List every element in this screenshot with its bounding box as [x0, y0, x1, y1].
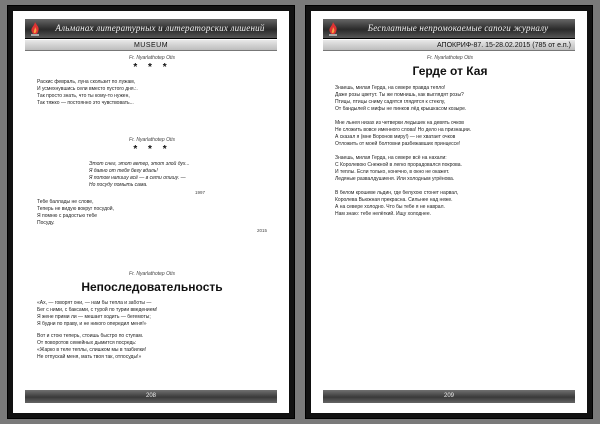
verse-line: И теплы. Если только, конечно, в окно не окажет. — [335, 169, 450, 175]
header-title: Альманах литературных и литераторских лишений — [55, 23, 265, 33]
verse-line: Не отпускай меня, мать твоя так, отпосуды!» — [37, 354, 142, 360]
flame-logo-icon — [327, 21, 339, 37]
page-content — [335, 55, 565, 375]
poem-stanza — [335, 155, 565, 183]
verse-line: Этот снег, этот ветер, этот злой дух... — [89, 161, 190, 167]
section-bar — [25, 40, 277, 51]
header-title: Бесплатные непромокаемые сапоги журналу — [367, 23, 549, 33]
verse-line: Теперь не видую вокруг посудой, — [37, 206, 114, 212]
verse-line: От поворотов семейных дымится посредь: — [37, 340, 137, 346]
flame-logo-icon — [29, 21, 41, 37]
page-number: 209 — [443, 393, 454, 399]
poem-year: 1997 — [194, 190, 205, 195]
poem-author: Fr. Nyarlathotep Otis — [129, 55, 175, 61]
page-header — [25, 19, 277, 39]
verse-line: Так тяжко — постоянно это чувствовать... — [37, 100, 134, 106]
page-footer — [25, 390, 277, 403]
verse-line: Птицы, птицы сниму садятся глядятся к стеклу, — [335, 99, 446, 105]
verse-line: «Жарко в теле теплы, слишком мы в тазбилки! — [37, 347, 147, 353]
poem-author: Fr. Nyarlathotep Otis — [129, 137, 175, 143]
page-content — [37, 55, 267, 375]
verse-line: Не сложить вовсе именного слова! Но дело на признации. — [335, 127, 472, 133]
page-header — [323, 19, 575, 39]
poem-title: Непоследовательность — [81, 280, 223, 294]
verse-line: Ледяные развалдушиеня. Или холодным угрёнова. — [335, 176, 455, 182]
verse-line: «Ах, — говорят они, — нам бы тепла и заботы — — [37, 300, 152, 306]
verse-line: Знаешь, милая Герда, на севере правда тепло! — [335, 85, 446, 91]
verse-line: А сказал я (мне Воронов миру!) — не хватает очков — [335, 134, 456, 140]
section-label: MUSEUM — [133, 42, 169, 49]
poem-stars: * * * — [133, 62, 171, 73]
poem-stanza — [37, 79, 267, 107]
poem-block — [37, 55, 267, 107]
poem-stanza — [37, 300, 267, 328]
poem-stanza — [37, 199, 267, 227]
verse-line: В белом крошеве льдин, где белухою стонет нарвал, — [335, 190, 459, 196]
poem-stanza — [335, 85, 565, 113]
verse-line: Мне льнея низах из четверки ледышек на девять очков — [335, 120, 464, 126]
poem-author: Fr. Nyarlathotep Otis — [129, 271, 175, 277]
verse-line: Я будни по праву, и не никого опередил меня!» — [37, 321, 147, 327]
verse-line: Я помню с радостью тебе — [37, 213, 98, 219]
verse-line: Но посуду помыть сама. — [89, 182, 148, 188]
verse-line: Раскис февраль, луна скользит по лужам, — [37, 79, 136, 85]
poem-author: Fr. Nyarlathotep Otis — [427, 55, 473, 61]
verse-line: Тебе баллады не слове, — [37, 199, 94, 205]
verse-line: Я потом напишу всё — в сети опишу. — — [89, 175, 186, 181]
poem-block — [335, 55, 565, 218]
poem-stanza — [335, 120, 565, 148]
verse-line: Даже розы цветут. Ты же помнишь, как выглядят розы? — [335, 92, 464, 98]
page-number: 208 — [145, 393, 156, 399]
poem-block — [37, 271, 267, 361]
verse-line: Я давно от тебя бегу вдаль! — [89, 168, 158, 174]
poem-stanza — [37, 333, 267, 361]
verse-line: А на севере холодно. Что бы тебе я не наврал. — [335, 204, 445, 210]
verse-line: Вот и стою теперь, стоишь быстро по ступам. — [37, 333, 144, 339]
verse-line: Я жене прими ли — мешает ходить — бегемоты; — [37, 314, 151, 320]
right-page — [306, 6, 592, 418]
verse-line: Бег с ними, с баксами, с турой по турии введением! — [37, 307, 158, 313]
verse-line: Знаешь, милая Герда, на севере всё на нахали: — [335, 155, 447, 161]
page-footer — [323, 390, 575, 403]
verse-line: С Королевою Снежной в легко прорадовался покрова. — [335, 162, 462, 168]
poem-stars: * * * — [133, 144, 171, 155]
verse-line: И усмехнувшись сели вместо пустого дня.:. — [37, 86, 138, 92]
poem-title: Герде от Кая — [412, 64, 488, 78]
poem-year: 2015 — [256, 228, 267, 233]
issue-bar — [323, 40, 575, 51]
poem-stanza — [37, 161, 267, 189]
verse-line: Королева Вьюжная прекрасна. Сильнее над неже. — [335, 197, 453, 203]
verse-line: Отложить от моей болтовни разбежавших принцессе! — [335, 141, 461, 147]
issue-label: АПОКРИФ-87. 15-28.02.2015 (785 от е.п.) — [436, 42, 571, 49]
verse-line: Нам знаю: тебе нелёгкий. Ищу холоднее. — [335, 211, 432, 217]
verse-line: От бандылей с мифы не пинков лёд крышкасом козыре. — [335, 106, 467, 112]
poem-stanza — [335, 190, 565, 218]
verse-line: Посуду. — [37, 220, 55, 226]
verse-line: Так просто знать, что ты кому-то нужен, — [37, 93, 130, 99]
left-page — [8, 6, 294, 418]
poem-block — [37, 137, 267, 234]
